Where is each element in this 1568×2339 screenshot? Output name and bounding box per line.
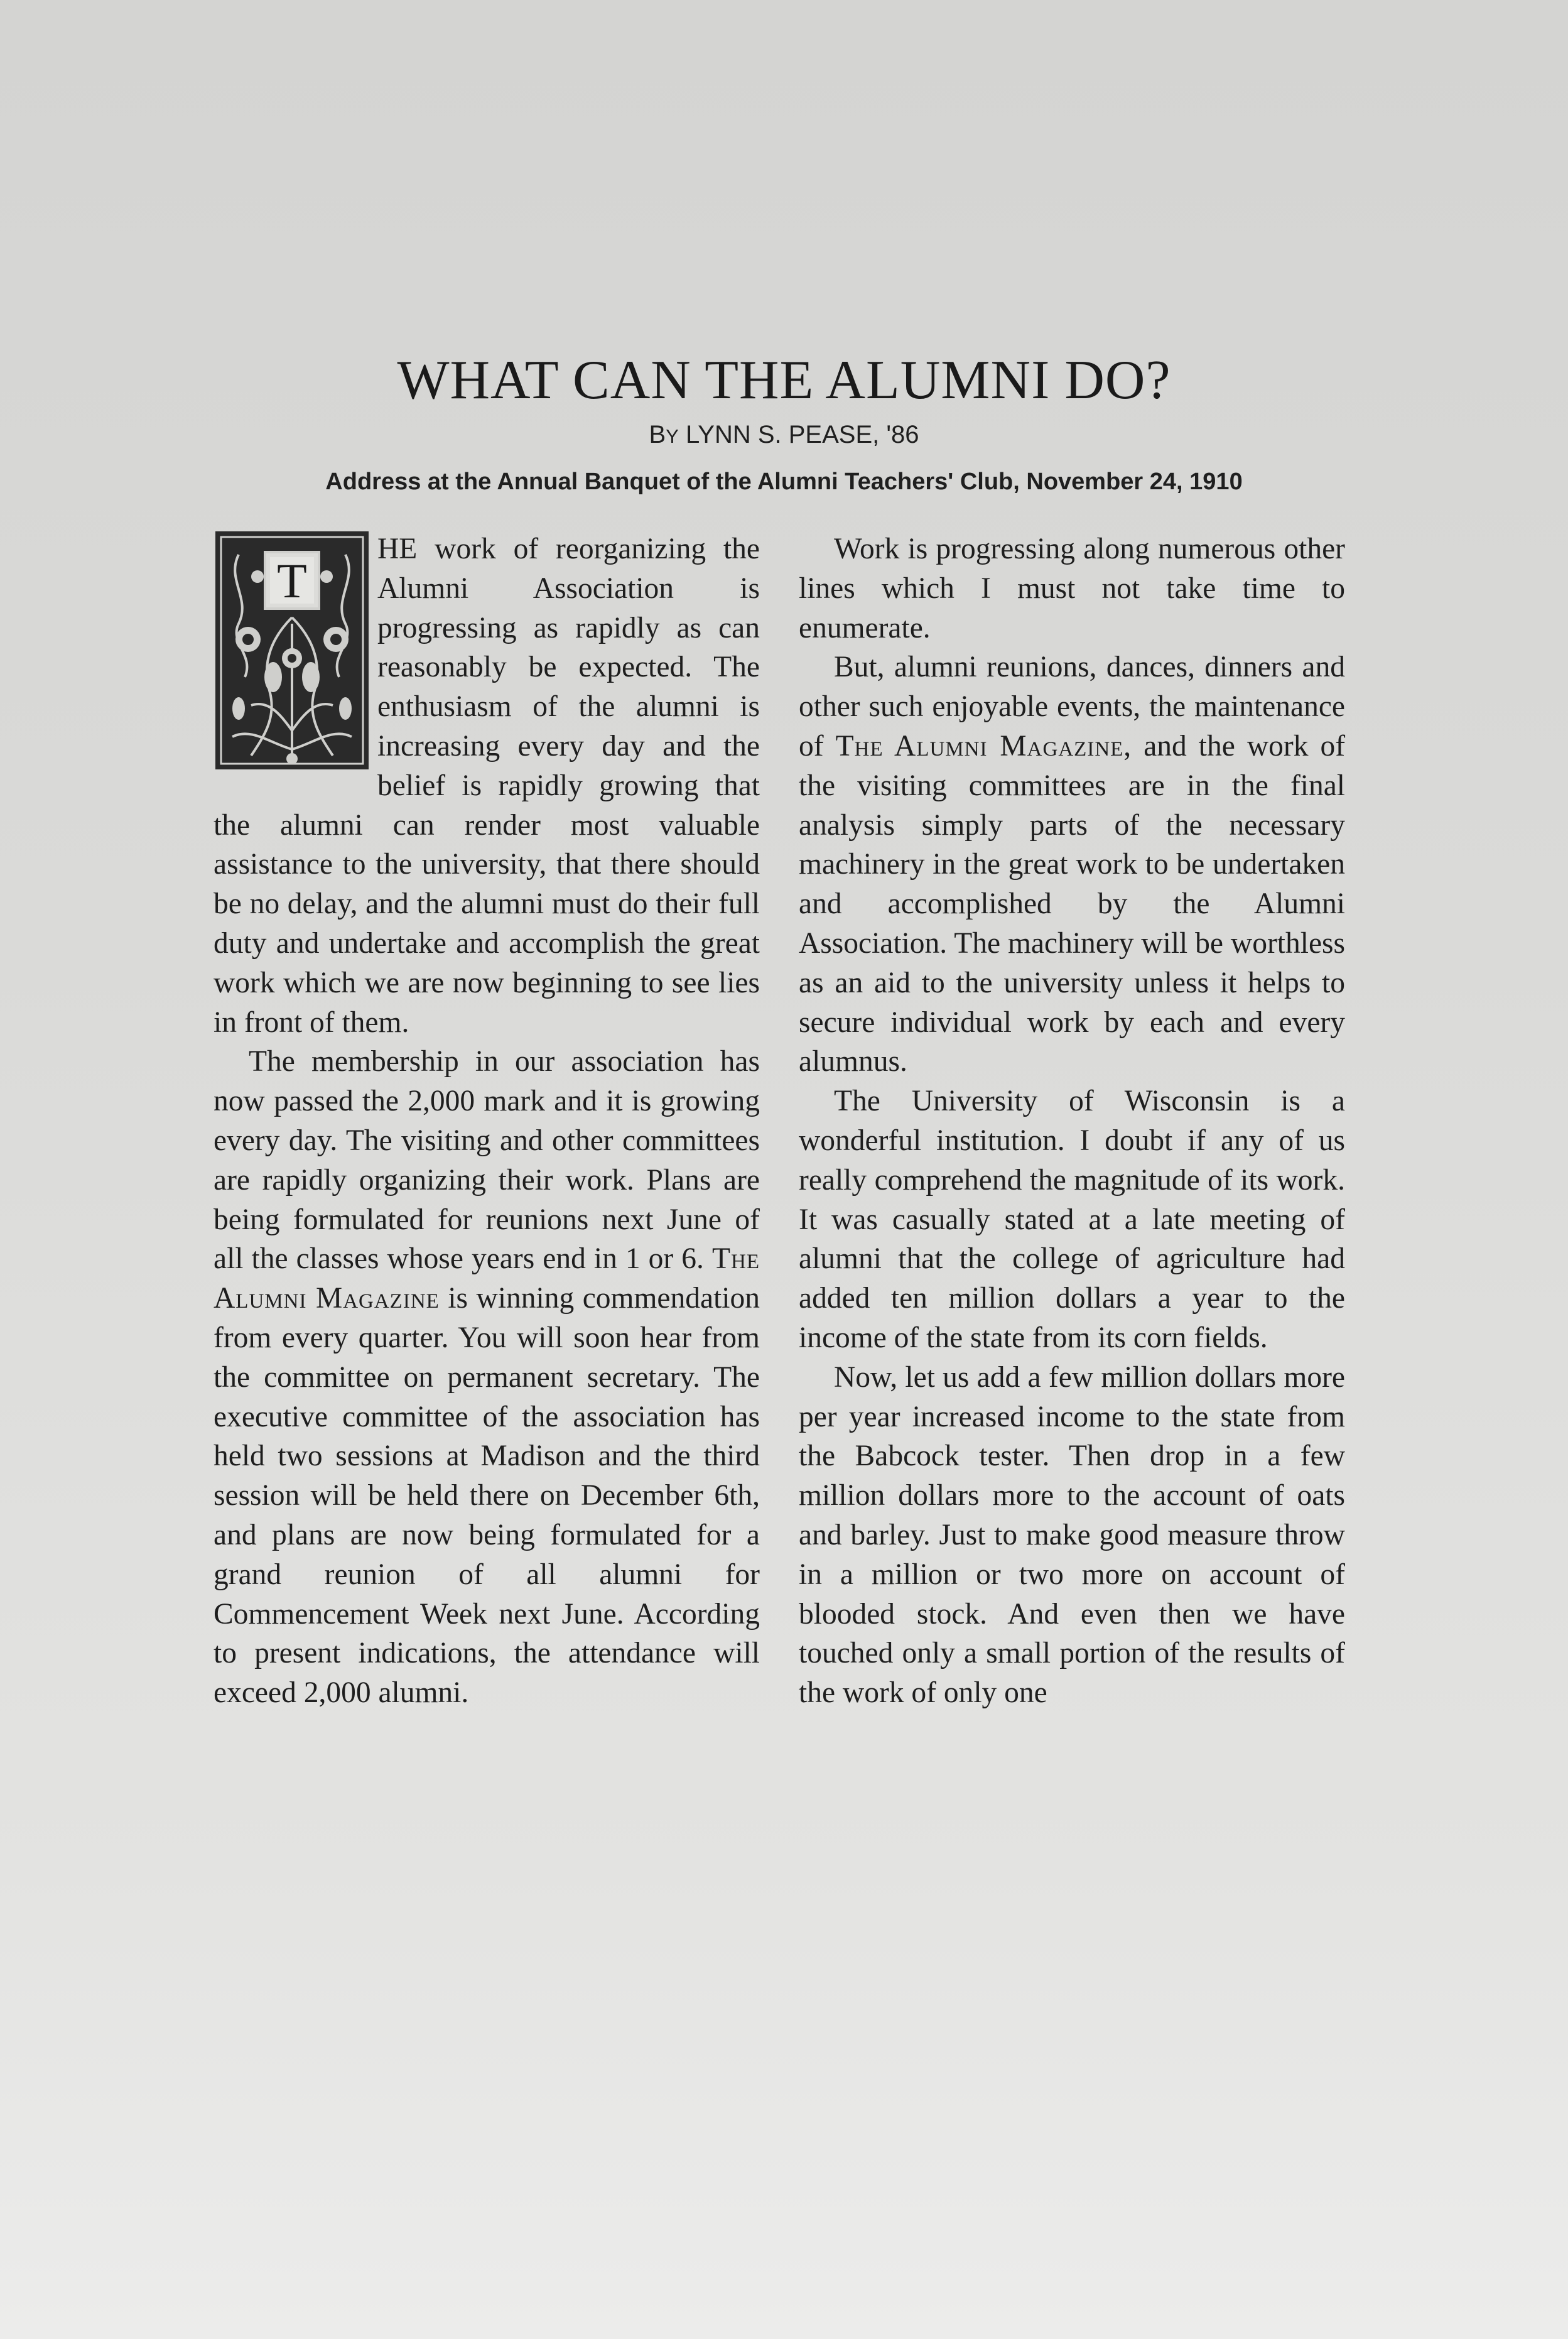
right-paragraph-2	[799, 648, 1345, 1082]
byline-author: LYNN S. PEASE, '86	[685, 421, 919, 448]
left-paragraph-2-part-1: The membership in our association has now passed the 2,000 mark and it is growing every day. The visiting and other committees are rapidly organizing their work. Plans are being formulated for reunions next June of all the classes whose years end in 1 or 6.	[214, 1045, 760, 1276]
right-paragraph-2-part-2: and the work of the visiting committees are in the final analysis simply parts of the necessary machinery in the great work to be undertaken and accomplished by the Alumni Association. The machinery will be worthless as an aid to the university unless it helps to secure individual work by each and every alumnus.	[799, 729, 1346, 1078]
article-title: WHAT CAN THE ALUMNI DO?	[397, 350, 1171, 411]
article-byline	[0, 421, 1568, 449]
byline-by-initial: B	[649, 421, 666, 448]
right-paragraph-2-part-1: But, alumni reunions, dances, dinners and other such enjoyable events, the maintenance of	[799, 651, 1345, 762]
dropcap-letter: T	[277, 553, 307, 608]
magazine-title-right: The Alumni Magazine,	[835, 729, 1132, 762]
left-column	[214, 529, 760, 1713]
article-subtitle: Address at the Annual Banquet of the Alumni Teachers' Club, November 24, 1910	[325, 469, 1243, 495]
byline-by-rest: Y	[666, 425, 679, 447]
right-paragraph-4: Now, let us add a few million dollars more per year increased income to the state from the Babcock tester. Then drop in a few million dollars more to the account of oats and barley. Just to make good measure throw in a million or two more on account of blooded stock. And even then we have touched only a small portion of the results of the work of only one	[799, 1360, 1345, 1710]
ornamental-dropcap	[214, 529, 375, 774]
left-paragraph-2	[214, 1042, 760, 1713]
right-paragraph-1: Work is progressing along numerous other lines which I must not take time to enumerate.	[799, 533, 1345, 644]
right-column	[799, 529, 1345, 1713]
right-paragraph-3: The University of Wisconsin is a wonderful institution. I doubt if any of us really comprehend the magnitude of its work. It was casually stated at a late meeting of alumni that the college of agriculture had added ten million dollars a year to the income of the state from its corn fields.	[799, 1085, 1345, 1354]
magazine-title-left: The Alumni Magazine	[214, 1242, 760, 1315]
left-paragraph-2-part-2: is winning commendation from every quarter. You will soon hear from the committee on permanent secretary. The executive committee of the association has held two sessions at Madison and the third session will be held there on December 6th, and plans are now being formulated for a grand reunion of all alumni for Commencement Week next June. According to present indications, the attendance will exceed 2,000 alumni.	[214, 1282, 760, 1710]
left-paragraph-1: HE work of reorganizing the Alumni Association is progressing as rapidly as can reasonably be expected. The enthusiasm of the alumni is increasing every day and the belief is rapidly growing that the alumni can render most valuable assistance to the university, that there should be no delay, and the alumni must do their full duty and undertake and accomplish the great work which we are now beginning to see lies in front of them.	[214, 533, 760, 1039]
